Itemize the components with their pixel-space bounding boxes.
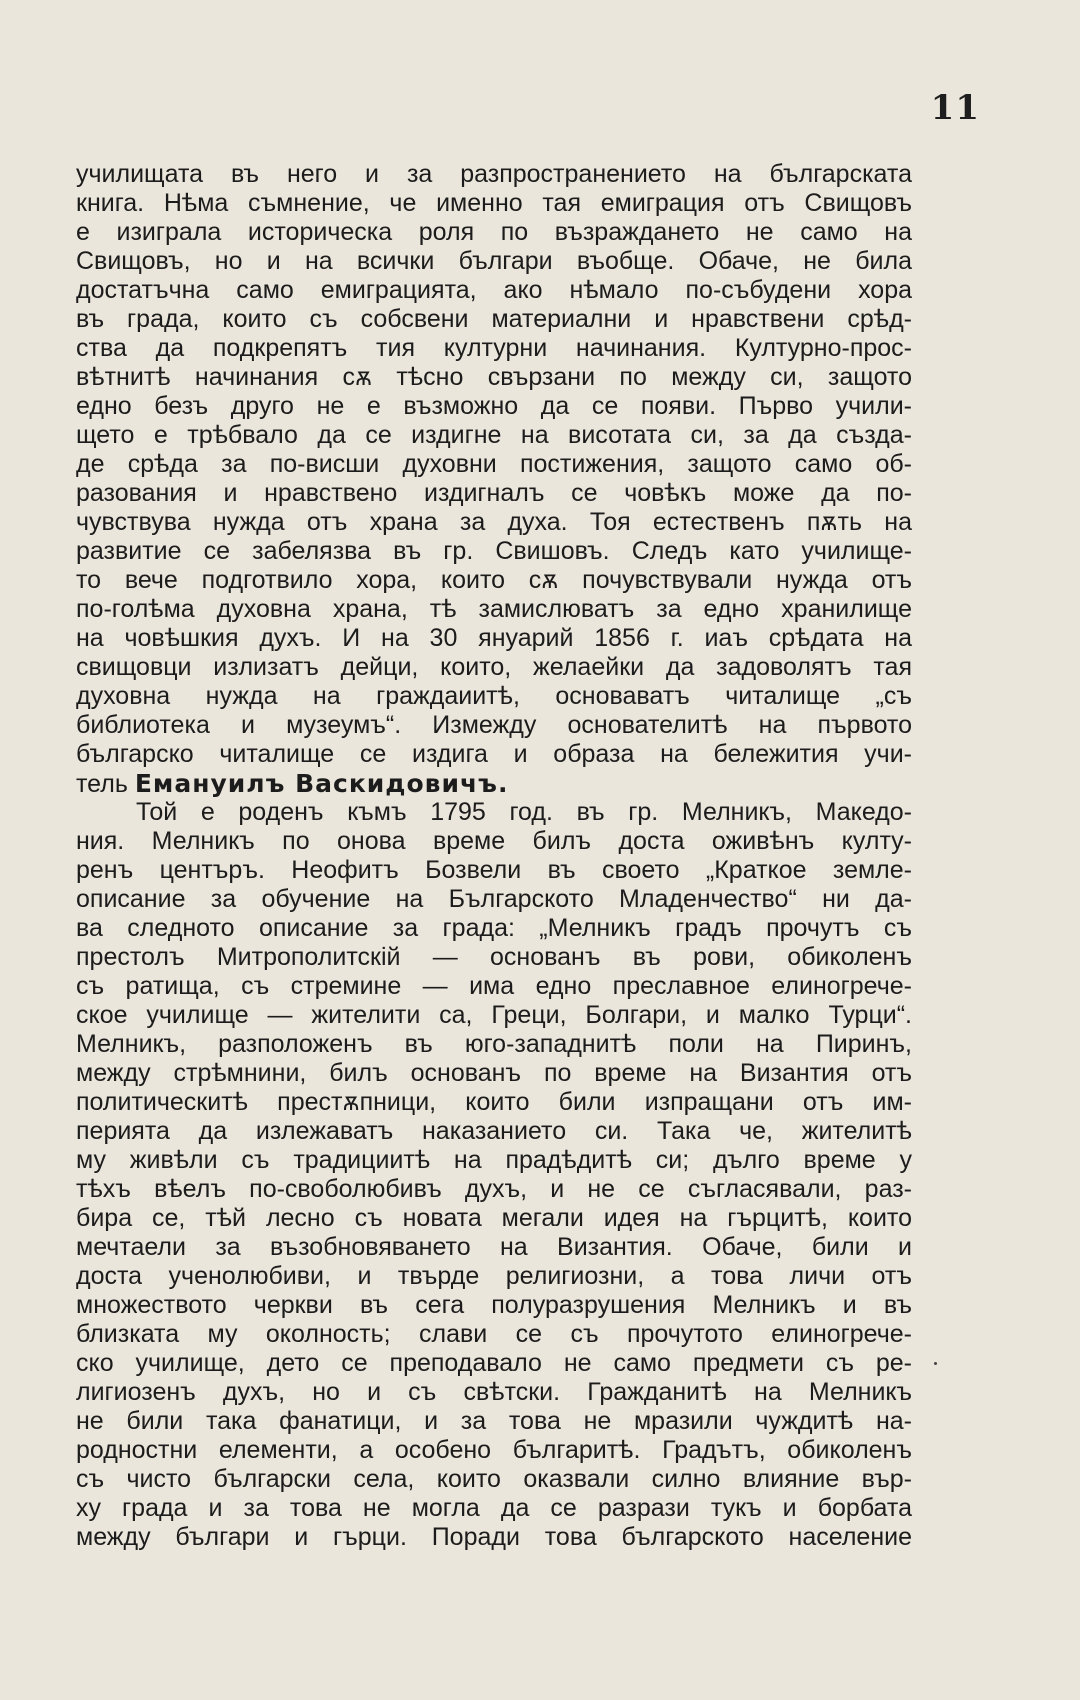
text-line: ния. Мелникъ по онова време билъ доста оживѣнъ култу- [76, 827, 912, 855]
text-line: съ ратища, съ стремине — има едно преславное елиногрече- [76, 972, 912, 1000]
text-line: лигиозенъ духъ, но и съ свѣтски. Гражданитѣ на Мелникъ [76, 1378, 912, 1406]
text-line: мечтаели за възобновяването на Византия. Обаче, били и [76, 1233, 912, 1261]
text-line: ва следното описание за града: „Мелникъ градъ прочутъ съ [76, 914, 912, 942]
text-line: училищата въ него и за разпространението на българската [76, 160, 912, 188]
text-line: чувствува нужда отъ храна за духа. Тоя естественъ пѫть на [76, 508, 912, 536]
text-line: ско училище, дето се преподавало не само предмети съ ре- [76, 1349, 912, 1377]
text-line: ренъ центъръ. Неофитъ Бозвели въ своето „Краткое земле- [76, 856, 912, 884]
teacher-prefix: тель [76, 770, 128, 798]
text-line: книга. Нѣма съмнение, че именно тая емиграция отъ Свищовъ [76, 189, 912, 217]
text-line: описание за обучение на Българското Младенчество“ ни да- [76, 885, 912, 913]
text-line: перията да излежаватъ наказанието си. Така че, жителитѣ [76, 1117, 912, 1145]
text-line: е изиграла историческа роля по възраждането не само на [76, 218, 912, 246]
text-line: ху града и за това не могла да се разрази тукъ и борбата [76, 1494, 912, 1522]
text-line: духовна нужда на граждаиитѣ, основаватъ читалище „съ [76, 682, 912, 710]
text-line: вѣтнитѣ начинания сѫ тѣсно свързани по между си, защото [76, 363, 912, 391]
text-line: ства да подкрепятъ тия културни начинания. Културно-прос- [76, 334, 912, 362]
teacher-name: Емануилъ Васкидовичъ. [134, 769, 509, 798]
text-line: съ чисто български села, които оказвали силно влияние вър- [76, 1465, 912, 1493]
text-line: ское училище — жителити са, Греци, Болгари, и малко Турци“. [76, 1001, 912, 1029]
text-line: бира се, тѣй лесно съ новата мегали идея на гърцитѣ, които [76, 1204, 912, 1232]
text-line: едно безъ друго не е възможно да се появи. Първо учили- [76, 392, 912, 420]
body-text [76, 160, 912, 1552]
text-line: на човѣшкия духъ. И на 30 януарий 1856 г. иаъ срѣдата на [76, 624, 912, 652]
text-line: му живѣли съ традициитѣ на прадѣдитѣ си; дълго време у [76, 1146, 912, 1174]
text-line: българско читалище се издига и образа на бележития учи- [76, 740, 912, 768]
text-line: достатъчна само емиграцията, ако нѣмало по-събудени хора [76, 276, 912, 304]
text-line: то вече подготвило хора, които сѫ почувствували нужда отъ [76, 566, 912, 594]
text-line: доста ученолюбиви, и твърде религиозни, а това личи отъ [76, 1262, 912, 1290]
text-line: де срѣда за по-висши духовни постижения, защото само об- [76, 450, 912, 478]
text-line: свищовци излизатъ дейци, които, желаейки да задоволятъ тая [76, 653, 912, 681]
text-line: библиотека и музеумъ“. Измежду основателитѣ на първото [76, 711, 912, 739]
text-line: тѣхъ вѣелъ по-своболюбивъ духъ, и не се съгласявали, раз- [76, 1175, 912, 1203]
text-line: щето е трѣбвало да се издигне на висотата си, за да създа- [76, 421, 912, 449]
text-line: въ града, които съ собсвени материални и нравствени срѣд- [76, 305, 912, 333]
text-line: престолъ Митрополитскій — основанъ въ рови, обиколенъ [76, 943, 912, 971]
text-line: не били така фанатици, и за това не мразили чуждитѣ на- [76, 1407, 912, 1435]
text-line: развитие се забелязва въ гр. Свишовъ. Следъ като училище- [76, 537, 912, 565]
text-line: родностни елементи, а особено българитѣ. Градътъ, обиколенъ [76, 1436, 912, 1464]
print-speck [934, 1362, 937, 1365]
text-line: политическитѣ престѫпници, които били изпращани отъ им- [76, 1088, 912, 1116]
text-line: Той е роденъ къмъ 1795 год. въ гр. Мелникъ, Македо- [136, 798, 912, 826]
teacher-name-line [76, 769, 912, 798]
text-line: множеството черкви въ сега полуразрушения Мелникъ и въ [76, 1291, 912, 1319]
text-line: близката му околность; слави се съ прочутото елиногрече- [76, 1320, 912, 1348]
text-line: между българи и гърци. Поради това българското население [76, 1523, 912, 1551]
page-number: 11 [930, 88, 980, 128]
text-line: Свищовъ, но и на всички българи въобще. Обаче, не била [76, 247, 912, 275]
text-line: по-голѣма духовна храна, тѣ замислюватъ за едно хранилище [76, 595, 912, 623]
text-line: разования и нравствено издигналъ се човѣкъ може да по- [76, 479, 912, 507]
text-line: между стрѣмнини, билъ основанъ по време на Византия отъ [76, 1059, 912, 1087]
text-line: Мелникъ, разположенъ въ юго-западнитѣ поли на Пиринъ, [76, 1030, 912, 1058]
